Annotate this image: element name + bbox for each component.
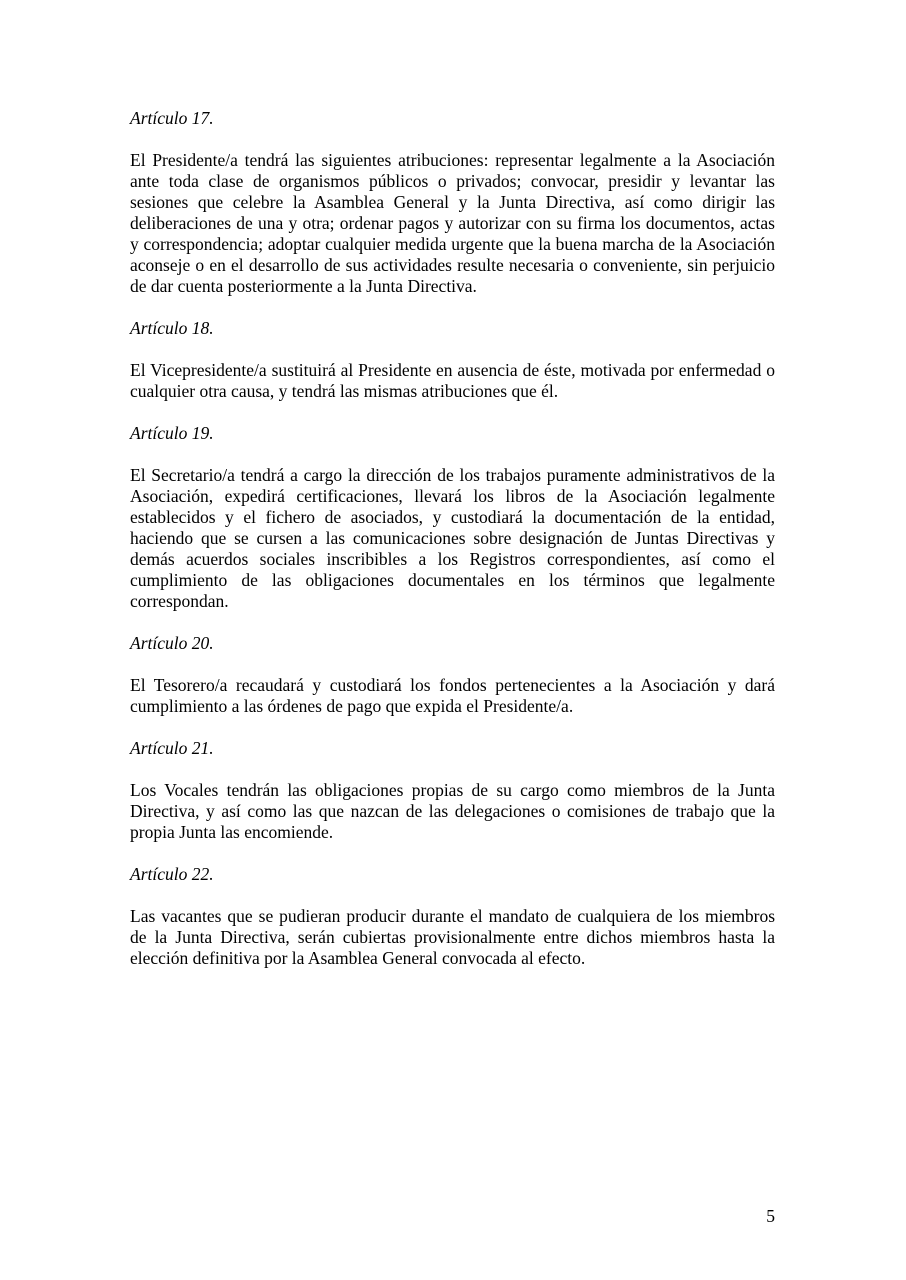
article-17-text: El Presidente/a tendrá las siguientes atribuciones: representar legalmente a la Asociación ante toda clase de organismos públicos o privados; convocar, presidir y levantar las sesiones que celebre la Asamblea General y la Junta Directiva, así como dirigir las deliberaciones de una y otra; ordenar pagos y autorizar con su firma los documentos, actas y correspondencia; adoptar cualquier medida urgente que la buena marcha de la Asociación aconseje o en el desarrollo de sus actividades resulte necesaria o conveniente, sin perjuicio de dar cuenta posteriormente a la Junta Directiva. [130,150,775,296]
document-body [130,108,775,990]
article-18-heading: Artículo 18. [130,318,214,338]
article-20-text: El Tesorero/a recaudará y custodiará los fondos pertenecientes a la Asociación y dará cumplimiento a las órdenes de pago que expida el Presidente/a. [130,675,775,716]
page-number: 5 [766,1206,775,1226]
article-17-heading: Artículo 17. [130,108,214,128]
article-22-text: Las vacantes que se pudieran producir durante el mandato de cualquiera de los miembros de la Junta Directiva, serán cubiertas provisionalmente entre dichos miembros hasta la elección definitiva por la Asamblea General convocada al efecto. [130,906,775,968]
article-22-heading: Artículo 22. [130,864,214,884]
article-19-heading: Artículo 19. [130,423,214,443]
article-21-text: Los Vocales tendrán las obligaciones propias de su cargo como miembros de la Junta Directiva, y así como las que nazcan de las delegaciones o comisiones de trabajo que la propia Junta las encomiende. [130,780,775,842]
article-19-text: El Secretario/a tendrá a cargo la dirección de los trabajos puramente administrativos de la Asociación, expedirá certificaciones, llevará los libros de la Asociación legalmente establecidos y el fichero de asociados, y custodiará la documentación de la entidad, haciendo que se cursen a las comunicaciones sobre designación de Juntas Directivas y demás acuerdos sociales inscribibles a los Registros correspondientes, así como el cumplimiento de las obligaciones documentales en los términos que legalmente correspondan. [130,465,775,611]
article-20-heading: Artículo 20. [130,633,214,653]
article-21-heading: Artículo 21. [130,738,214,758]
article-18-text: El Vicepresidente/a sustituirá al Presidente en ausencia de éste, motivada por enfermedad o cualquier otra causa, y tendrá las mismas atribuciones que él. [130,360,775,401]
